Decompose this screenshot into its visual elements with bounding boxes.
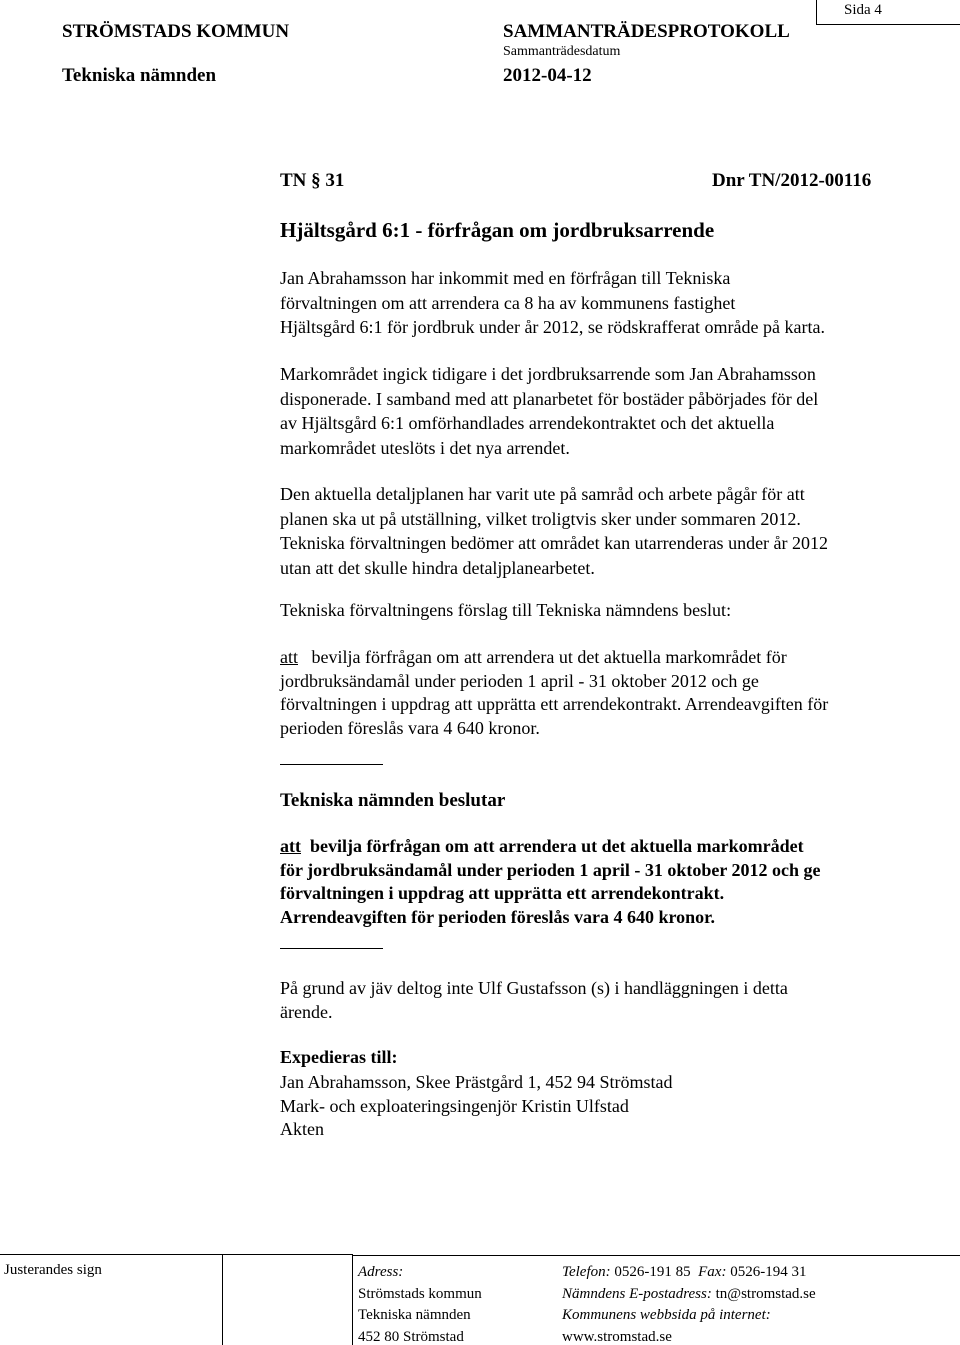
decision-att: att — [280, 836, 301, 856]
email-address[interactable]: tn@stromstad.se — [715, 1285, 816, 1302]
footer-divider-address — [352, 1254, 353, 1345]
text-line: ärende. — [280, 1001, 333, 1022]
text-line: disponerade. I samband med att planarbetet för bostäder påbörjades för del — [280, 388, 819, 409]
address-label: Adress: — [358, 1264, 404, 1280]
phone-label: Telefon: — [562, 1264, 611, 1280]
municipality-name: STRÖMSTADS KOMMUN — [62, 21, 290, 42]
text-line: Den aktuella detaljplanen har varit ute på samråd och arbete pågår för att — [280, 484, 805, 504]
paragraph-background — [280, 362, 920, 460]
footer-address — [358, 1262, 482, 1345]
website-link[interactable]: www.stromstad.se — [562, 1328, 672, 1345]
email-label: Nämndens E-postadress: — [562, 1285, 712, 1302]
text-line: utan att det skulle hindra detaljplanearbetet. — [280, 557, 595, 578]
text-line: förvaltningen om att arrendera ca 8 ha av kommunens fastighet — [280, 292, 736, 313]
text-line: Markområdet ingick tidigare i det jordbruksarrende som Jan Abrahamsson — [280, 364, 816, 384]
footer-rule-right — [352, 1255, 960, 1256]
decision — [280, 835, 920, 929]
text-line: På grund av jäv deltog inte Ulf Gustafsson (s) i handläggningen i detta — [280, 978, 788, 998]
text-line: Jan Abrahamsson har inkommit med en förfrågan till Tekniska — [280, 268, 731, 288]
proposal-att: att — [280, 647, 298, 667]
separator-rule — [280, 764, 383, 765]
text-line: bevilja förfrågan om att arrendera ut det aktuella markområdet — [310, 836, 804, 856]
footer-contact — [562, 1262, 816, 1345]
sign-label: Justerandes sign — [4, 1262, 102, 1278]
meeting-date-label: Sammanträdesdatum — [503, 44, 621, 59]
proposal — [280, 646, 920, 740]
page-number: Sida 4 — [844, 2, 882, 18]
list-item: Mark- och exploateringsingenjör Kristin Ulfstad — [280, 1095, 629, 1116]
case-number: TN § 31 — [280, 170, 345, 191]
disqualification-note — [280, 977, 920, 1024]
text-line: förvaltningen i uppdrag att upprätta ett arrendekontrakt. — [280, 883, 725, 903]
committee-name: Tekniska nämnden — [62, 65, 217, 86]
fax-number: 0526-194 31 — [730, 1264, 807, 1280]
paragraph-request — [280, 266, 920, 340]
decision-heading: Tekniska nämnden beslutar — [280, 790, 506, 811]
separator-rule — [280, 948, 383, 949]
web-label: Kommunens webbsida på internet: — [562, 1307, 771, 1323]
address-line: Tekniska nämnden — [358, 1307, 471, 1323]
paragraph-detailplan — [280, 482, 920, 580]
text-line: av Hjältsgård 6:1 omförhandlades arrendekontraktet och det aktuella — [280, 413, 775, 433]
dispatch-list — [280, 1071, 920, 1142]
list-item: Akten — [280, 1119, 324, 1139]
phone-number: 0526-191 85 — [614, 1264, 691, 1280]
document-type: SAMMANTRÄDESPROTOKOLL — [503, 21, 790, 42]
text-line: Tekniska förvaltningen bedömer att området kan utarrenderas under år 2012 — [280, 533, 829, 553]
text-line: för jordbruksändamål under perioden 1 april - 31 oktober 2012 och ge — [280, 859, 821, 880]
text-line: bevilja förfrågan om att arrendera ut det aktuella markområdet för — [311, 647, 787, 667]
footer-divider-sign — [222, 1254, 223, 1345]
footer-rule-left — [0, 1254, 352, 1255]
page-number-box — [816, 0, 960, 25]
text-line: perioden föreslås vara 4 640 kronor. — [280, 717, 540, 738]
text-line: jordbruksändamål under perioden 1 april - 31 oktober 2012 och ge — [280, 670, 759, 691]
address-line: Strömstads kommun — [358, 1285, 482, 1302]
fax-label: Fax: — [698, 1264, 727, 1280]
text-line: förvaltningen i uppdrag att upprätta ett arrendekontrakt. Arrendeavgiften för — [280, 694, 829, 714]
proposal-heading: Tekniska förvaltningens förslag till Tekniska nämndens beslut: — [280, 600, 732, 620]
text-line: planen ska ut på utställning, vilket troligtvis sker under sommaren 2012. — [280, 508, 801, 529]
proposal-heading-block — [280, 598, 920, 623]
dispatch-heading: Expedieras till: — [280, 1047, 398, 1067]
text-line: markområdet uteslöts i det nya arrendet. — [280, 437, 570, 458]
text-line: Hjältsgård 6:1 för jordbruk under år 2012, se rödskrafferat område på karta. — [280, 317, 825, 337]
meeting-date: 2012-04-12 — [503, 65, 592, 86]
case-title: Hjältsgård 6:1 - förfrågan om jordbruksarrende — [280, 218, 715, 242]
address-line: 452 80 Strömstad — [358, 1328, 464, 1345]
list-item: Jan Abrahamsson, Skee Prästgård 1, 452 94 Strömstad — [280, 1072, 673, 1092]
case-dnr: Dnr TN/2012-00116 — [712, 170, 872, 191]
text-line: Arrendeavgiften för perioden föreslås vara 4 640 kronor. — [280, 906, 715, 927]
